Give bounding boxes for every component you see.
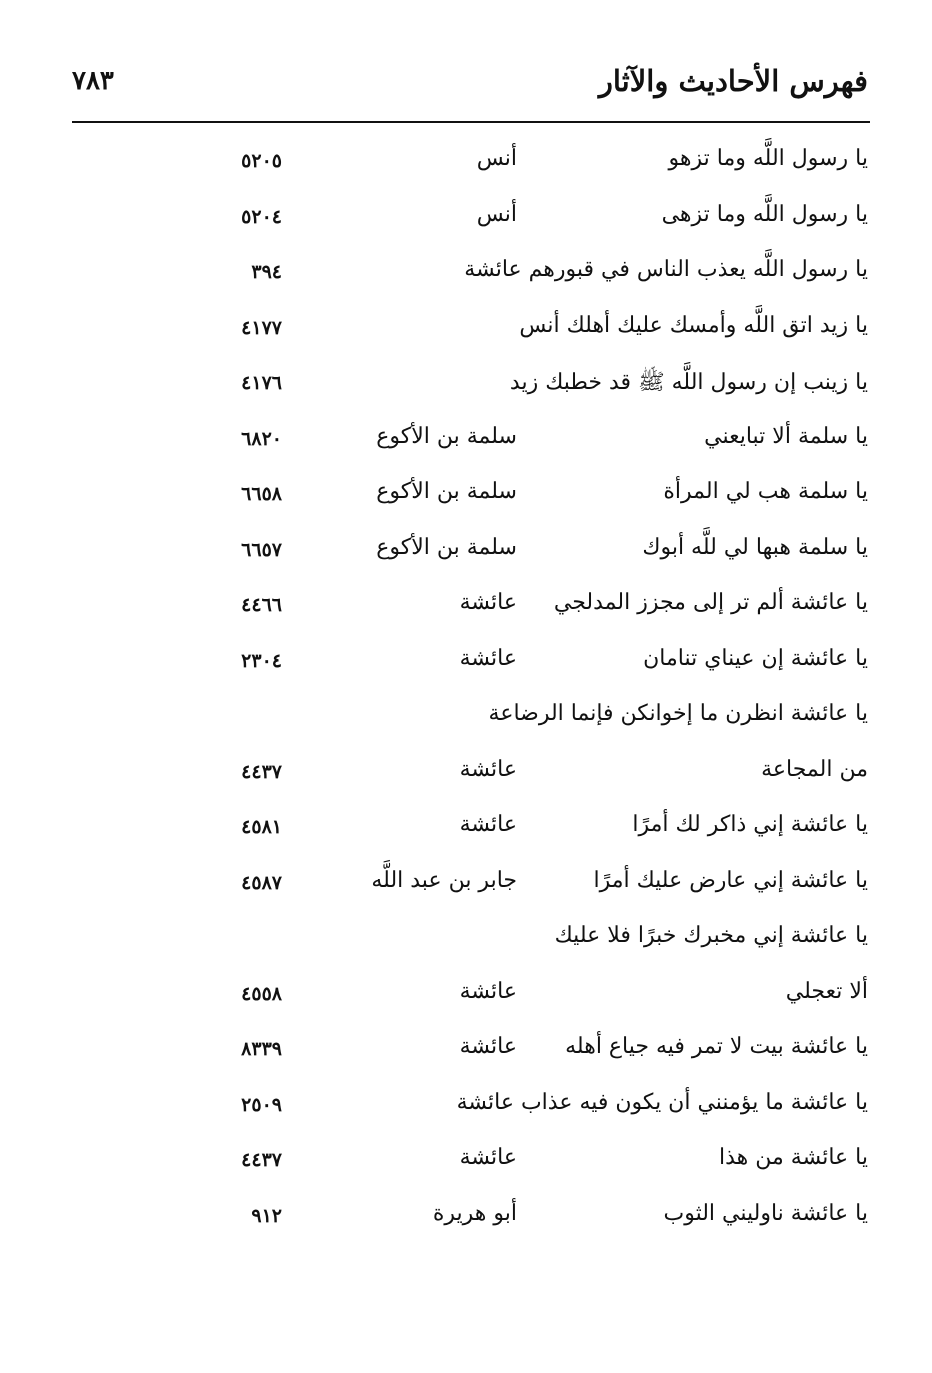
hadith-number: ٤٤٦٦ <box>241 594 282 616</box>
index-entry <box>0 247 932 303</box>
hadith-number: ٢٣٠٤ <box>241 649 282 672</box>
hadith-text: يا رسول اللَّه وما تزهى <box>661 201 868 227</box>
hadith-text: يا زيد اتق اللَّه وأمسك عليك أهلك أنس <box>519 312 868 338</box>
index-entry <box>0 414 932 470</box>
hadith-number: ٤٥٨٧ <box>241 871 282 894</box>
hadith-index-list <box>0 136 932 1246</box>
narrator: أبو هريرة <box>432 1200 517 1226</box>
hadith-text: ألا تعجلي <box>785 978 868 1004</box>
hadith-text: يا رسول اللَّه يعذب الناس في قبورهم عائشة <box>464 257 868 282</box>
narrator: عائشة <box>459 812 517 837</box>
hadith-text: يا سلمة هب لي المرأة <box>663 479 868 504</box>
narrator: سلمة بن الأكوع <box>376 479 517 504</box>
hadith-text: يا سلمة هبها لي للَّه أبوك <box>642 534 868 560</box>
hadith-text: يا سلمة ألا تبايعني <box>704 423 868 449</box>
hadith-text: يا عائشة من هذا <box>719 1145 868 1170</box>
narrator: أنس <box>476 146 517 171</box>
hadith-text: يا عائشة ناوليني الثوب <box>663 1200 868 1226</box>
narrator: أنس <box>476 201 517 227</box>
header-divider <box>72 121 870 123</box>
narrator: عائشة <box>459 978 517 1004</box>
hadith-number: ٥٢٠٥ <box>241 150 282 172</box>
narrator: سلمة بن الأكوع <box>376 534 517 560</box>
hadith-number: ٢٥٠٩ <box>241 1093 282 1116</box>
hadith-text: يا عائشة إني مخبرك خبرًا فلا عليك <box>554 923 868 948</box>
hadith-text: يا رسول اللَّه وما تزهو <box>668 146 868 171</box>
narrator: جابر بن عبد اللَّه <box>371 867 517 893</box>
narrator: سلمة بن الأكوع <box>376 423 517 449</box>
narrator: عائشة <box>459 756 517 782</box>
hadith-number: ٣٩٤ <box>251 261 282 283</box>
index-entry <box>0 913 932 969</box>
page-number: ٧٨٣ <box>72 66 114 96</box>
narrator: عائشة <box>459 645 517 671</box>
page-title: فهرس الأحاديث والآثار <box>598 64 868 98</box>
index-entry <box>0 802 932 858</box>
narrator: عائشة <box>459 1145 517 1170</box>
hadith-number: ٦٦٥٨ <box>241 483 282 505</box>
index-entry <box>0 969 932 1025</box>
index-entry <box>0 525 932 581</box>
narrator: عائشة <box>459 590 517 615</box>
index-entry <box>0 691 932 747</box>
hadith-text: من المجاعة <box>761 756 868 782</box>
index-entry <box>0 1191 932 1247</box>
page-header <box>72 60 868 116</box>
hadith-number: ٤٥٥٨ <box>241 982 282 1005</box>
index-entry <box>0 1024 932 1080</box>
hadith-text: يا عائشة إني عارض عليك أمرًا <box>593 867 868 893</box>
hadith-text: يا عائشة إني ذاكر لك أمرًا <box>632 812 868 837</box>
hadith-number: ٩١٢ <box>251 1204 282 1227</box>
index-entry <box>0 1135 932 1191</box>
hadith-text: يا عائشة ما يؤمنني أن يكون فيه عذاب عائشة <box>456 1089 868 1115</box>
hadith-number: ٦٦٥٧ <box>241 538 282 561</box>
hadith-number: ٥٢٠٤ <box>241 205 282 228</box>
index-entry <box>0 580 932 636</box>
hadith-number: ٤١٧٧ <box>241 316 282 339</box>
hadith-number: ٤١٧٦ <box>241 372 282 394</box>
index-entry <box>0 192 932 248</box>
index-entry <box>0 469 932 525</box>
index-entry <box>0 636 932 692</box>
hadith-text: يا زينب إن رسول اللَّه ﷺ قد خطبك زيد <box>509 370 868 395</box>
hadith-number: ٤٤٣٧ <box>241 760 282 783</box>
narrator: عائشة <box>459 1034 517 1059</box>
index-entry <box>0 303 932 359</box>
hadith-text: يا عائشة انظرن ما إخوانكن فإنما الرضاعة <box>488 701 868 726</box>
index-entry <box>0 858 932 914</box>
hadith-number: ٨٣٣٩ <box>241 1038 282 1060</box>
hadith-number: ٦٨٢٠ <box>241 427 282 450</box>
hadith-number: ٤٤٣٧ <box>241 1149 282 1171</box>
hadith-text: يا عائشة إن عيناي تنامان <box>643 645 868 671</box>
index-entry <box>0 1080 932 1136</box>
index-entry <box>0 358 932 414</box>
hadith-text: يا عائشة ألم تر إلى مجزز المدلجي <box>553 590 868 615</box>
hadith-text: يا عائشة بيت لا تمر فيه جياع أهله <box>565 1034 868 1059</box>
hadith-number: ٤٥٨١ <box>241 816 282 838</box>
index-entry <box>0 747 932 803</box>
index-entry <box>0 136 932 192</box>
